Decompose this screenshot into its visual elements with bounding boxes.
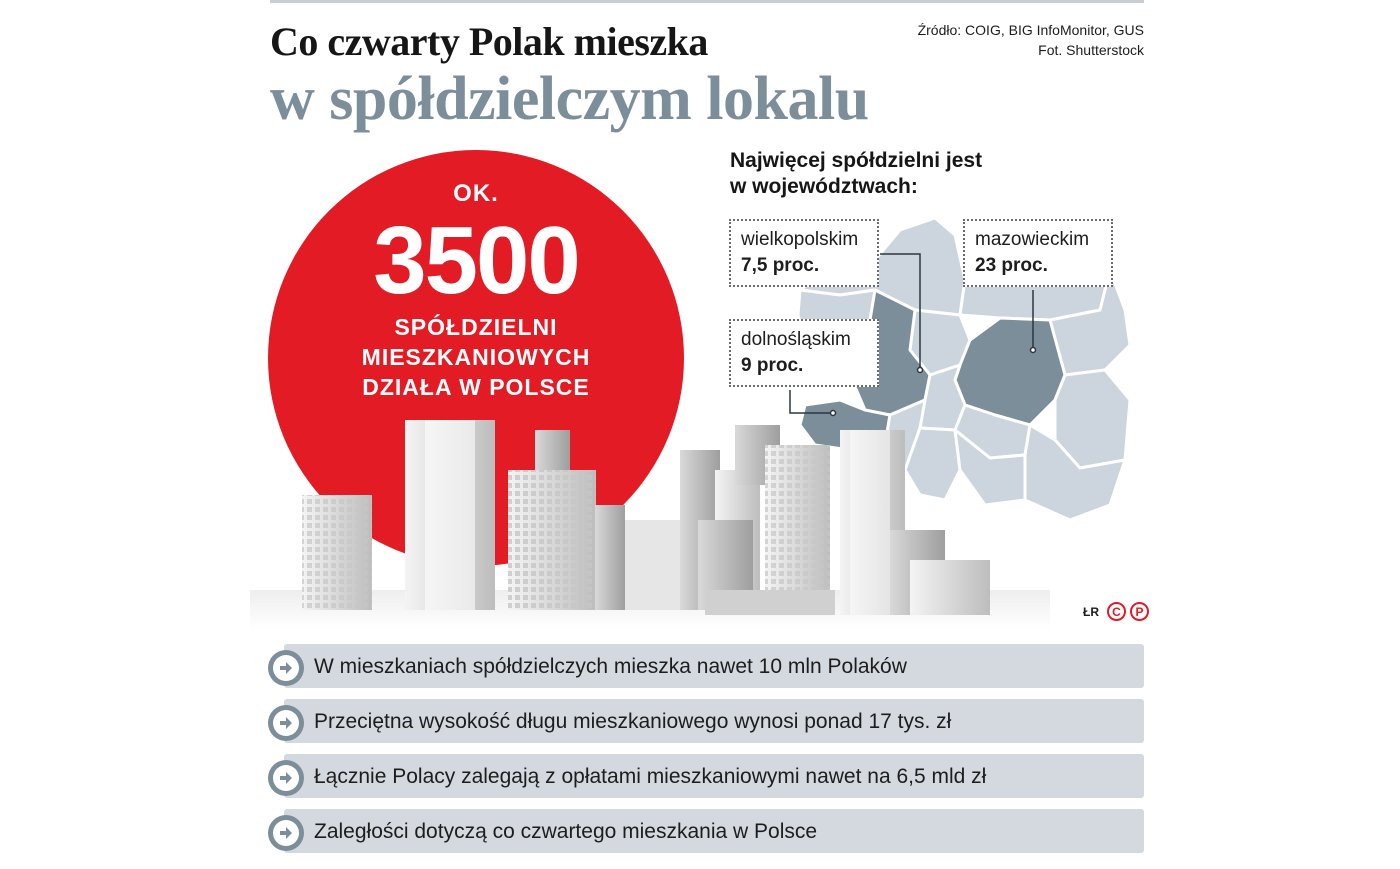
highlight-caption bbox=[268, 312, 684, 402]
fact-item bbox=[268, 754, 1144, 800]
map-label-mazowieckie bbox=[963, 219, 1113, 287]
map-label-dolnoslaskie bbox=[729, 319, 879, 387]
arrow-right-icon bbox=[268, 705, 304, 741]
map-title bbox=[730, 148, 982, 200]
map-label-region: wielkopolskim bbox=[741, 229, 859, 250]
fact-text: Łącznie Polacy zalegają z opłatami mieszkaniowymi nawet na 6,5 mld zł bbox=[314, 765, 987, 788]
arrow-right-icon bbox=[268, 760, 304, 796]
author-credit bbox=[1083, 602, 1149, 621]
copyright-p-icon: P bbox=[1130, 602, 1149, 621]
arrow-right-icon bbox=[268, 650, 304, 686]
facts-list bbox=[268, 644, 1144, 864]
top-divider bbox=[270, 0, 1144, 3]
fact-item bbox=[268, 699, 1144, 745]
source-text: Źródło: COIG, BIG InfoMonitor, GUS bbox=[917, 22, 1144, 38]
highlight-caption-line1: SPÓŁDZIELNI bbox=[394, 314, 558, 340]
map-title-line2: w województwach: bbox=[730, 175, 918, 198]
highlight-caption-line3: DZIAŁA W POLSCE bbox=[362, 374, 590, 400]
map-label-value: 9 proc. bbox=[741, 355, 804, 376]
highlight-prefix: OK. bbox=[453, 180, 499, 207]
highlight-number: 3500 bbox=[373, 207, 579, 314]
photo-credit: Fot. Shutterstock bbox=[1038, 42, 1144, 58]
fact-item bbox=[268, 809, 1144, 855]
map-label-region: mazowieckim bbox=[975, 229, 1090, 250]
map-label-wielkopolskie bbox=[729, 219, 879, 287]
copyright-c-icon: C bbox=[1107, 602, 1126, 621]
map-label-value: 23 proc. bbox=[975, 255, 1048, 276]
title-line-1: Co czwarty Polak mieszka bbox=[270, 19, 708, 64]
author-initials: ŁR bbox=[1083, 604, 1099, 619]
map-label-region: dolnośląskim bbox=[741, 329, 851, 350]
fact-text: W mieszkaniach spółdzielczych mieszka nawet 10 mln Polaków bbox=[314, 655, 907, 678]
map-label-value: 7,5 proc. bbox=[741, 255, 820, 276]
source-credits bbox=[918, 20, 1144, 60]
arrow-right-icon bbox=[268, 815, 304, 851]
map-title-line1: Najwięcej spółdzielni jest bbox=[730, 149, 983, 172]
fact-text: Przeciętna wysokość długu mieszkaniowego wynosi ponad 17 tys. zł bbox=[314, 710, 952, 733]
title-line-2: w spółdzielczym lokalu bbox=[270, 65, 869, 133]
fact-text: Zaległości dotyczą co czwartego mieszkania w Polsce bbox=[314, 820, 818, 843]
fact-item bbox=[268, 644, 1144, 690]
city-skyline-image bbox=[250, 410, 1050, 635]
highlight-caption-line2: MIESZKANIOWYCH bbox=[361, 344, 591, 370]
